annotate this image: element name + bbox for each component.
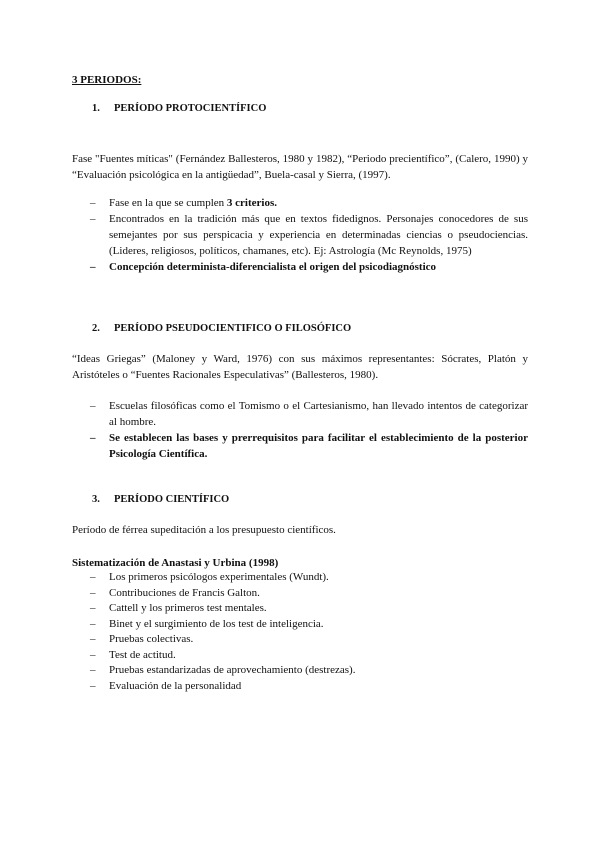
list-item: – Evaluación de la personalidad: [72, 679, 528, 695]
section-3-intro: Período de férrea supeditación a los presupuesto científicos.: [72, 524, 336, 536]
list-item: – Cattell y los primeros test mentales.: [72, 601, 528, 617]
list-item: – Escuelas filosóficas como el Tomismo o el Cartesianismo, han llevado intentos de categorizar al hombre.: [72, 398, 528, 430]
page-title: 3 PERIODOS:: [72, 74, 142, 86]
list-item: – Se establecen las bases y prerrequisitos para facilitar el establecimiento de la posterior Psicología Científica.: [72, 430, 528, 462]
list-item-bold: 3 criterios.: [226, 197, 277, 209]
list-item: – Los primeros psicólogos experimentales (Wundt).: [72, 570, 528, 586]
list-item: – Pruebas estandarizadas de aprovechamiento (destrezas).: [72, 663, 528, 679]
section-2-title: PERÍODO PSEUDOCIENTIFICO O FILOSÓFICO: [114, 323, 352, 334]
list-item: – Concepción determinista-diferencialista el origen del psicodiagnóstico: [72, 259, 528, 275]
section-1-list: [72, 195, 528, 275]
section-2-heading: [72, 321, 528, 337]
list-item: – Test de actitud.: [72, 648, 528, 664]
list-item: – Encontrados en la tradición más que en textos fidedignos. Personajes conocedores de sus semejantes por sus perspicacia y experiencia en determinadas ciencias o pseudociencias. (Lideres, religiosos, políticos, chamanes, etc). Ej: Astrología (Mc Reynolds, 1975): [72, 211, 528, 259]
section-1-heading: [72, 101, 528, 117]
list-item: [72, 195, 528, 211]
list-item: – Binet y el surgimiento de los test de inteligencia.: [72, 617, 528, 633]
list-item-text: Fase en la que se cumplen: [109, 197, 227, 209]
section-3-heading: [72, 492, 528, 508]
section-2-intro: “Ideas Griegas” (Maloney y Ward, 1976) con sus máximos representantes: Sócrates, Platón y Aristóteles o “Fuentes Racionales Especulativas” (Ballesteros, 1980).: [72, 353, 528, 381]
section-1-intro: Fase "Fuentes míticas" (Fernández Ballesteros, 1980 y 1982), “Periodo precientífico”, (Calero, 1990) y “Evaluación psicológica en la antigüedad”, Buela-casal y Sierra, (1997).: [72, 153, 528, 181]
section-2-number: 2.: [92, 323, 100, 334]
section-1-number: 1.: [92, 103, 100, 114]
section-3-subheading: Sistematización de Anastasi y Urbina (1998): [72, 557, 279, 569]
section-2-list: [72, 398, 528, 462]
list-item: – Pruebas colectivas.: [72, 632, 528, 648]
section-3-number: 3.: [92, 494, 100, 505]
section-3-list: [72, 570, 528, 694]
section-1-title: PERÍODO PROTOCIENTÍFICO: [114, 103, 267, 114]
section-3-title: PERÍODO CIENTÍFICO: [114, 494, 230, 505]
list-item: – Contribuciones de Francis Galton.: [72, 586, 528, 602]
